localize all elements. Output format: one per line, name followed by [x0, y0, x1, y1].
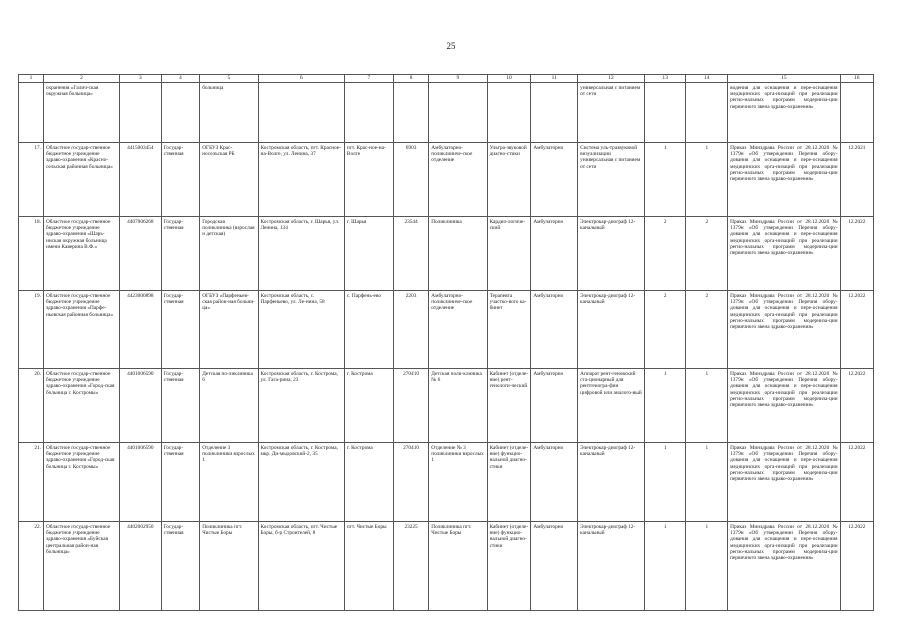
column-number-row	[19, 75, 874, 83]
table-cell: 4401006590	[120, 369, 162, 443]
table-cell	[344, 83, 393, 143]
table-cell	[19, 83, 44, 143]
table-cell: Электрокар-диограф 12-канальный	[578, 443, 645, 522]
table-cell: Костромская область, пгт. Красное-на-Волге, ул. Ленина, 37	[258, 143, 344, 217]
table-cell: Амбулаторно	[531, 217, 578, 291]
column-number: 1	[19, 75, 44, 83]
table-cell: Электрокар-диограф 12-канальный	[578, 291, 645, 369]
column-number: 6	[258, 75, 344, 83]
column-number: 12	[578, 75, 645, 83]
equipment-table	[18, 74, 874, 611]
table-cell: 12.2022	[840, 522, 873, 611]
table-cell: Детская поли-клиника № 6	[429, 369, 487, 443]
table-row	[19, 143, 874, 217]
table-cell	[644, 83, 686, 143]
table-cell: с. Парфень-ево	[344, 291, 393, 369]
table-cell: ОГБУЗ «Парфеньев-ская район-ная больни-ца»	[200, 291, 258, 369]
table-cell: Амбулаторно	[531, 522, 578, 611]
table-cell: 22.	[19, 522, 44, 611]
table-cell: 17.	[19, 143, 44, 217]
table-row	[19, 369, 874, 443]
column-number: 14	[686, 75, 728, 83]
table-cell: г. Шарья	[344, 217, 393, 291]
table-cell	[393, 83, 428, 143]
table-cell: Костромская область, пгт. Чистые Боры, б-р Строителей, 8	[258, 522, 344, 611]
table-cell: Костромская область, г. Кострома, мкр. Ди-мыдовский-2, 35	[258, 443, 344, 522]
table-cell: 270410	[393, 369, 428, 443]
table-cell: 23225	[393, 522, 428, 611]
table-cell	[258, 83, 344, 143]
column-number: 10	[487, 75, 531, 83]
column-number: 16	[840, 75, 873, 83]
column-number: 15	[728, 75, 840, 83]
table-cell: Аппарат рент-геновский ста-ционарный для рентгеногра-фии цифровой или аналого-вый	[578, 369, 645, 443]
table-cell: 12.2022	[840, 217, 873, 291]
table-cell	[686, 83, 728, 143]
table-cell: больница	[200, 83, 258, 143]
table-cell: 12.2021	[840, 143, 873, 217]
table-cell: Электрокар-диограф 12-канальный	[578, 217, 645, 291]
table-cell: Амбулаторно	[531, 443, 578, 522]
table-cell: 4407006268	[120, 217, 162, 291]
table-cell: Ультра-звуковой диагно-стики	[487, 143, 531, 217]
table-cell: 6903	[393, 143, 428, 217]
table-cell: 21.	[19, 443, 44, 522]
table-cell	[840, 83, 873, 143]
table-cell: 2	[686, 291, 728, 369]
table-cell	[120, 83, 162, 143]
table-cell: Поликлиника	[429, 217, 487, 291]
table-cell: Кардио-логиче-ский	[487, 217, 531, 291]
table-cell: водения для оснащения и пере-оснащения медицинских орга-низаций при реализации регио-нальных программ модерниза-ции первичного звена здраво-охранения»	[728, 83, 840, 143]
table-cell	[161, 83, 200, 143]
table-cell: Государ-ственная	[161, 522, 200, 611]
table-cell: пгт. Крас-ное-на-Волге	[344, 143, 393, 217]
column-number: 2	[43, 75, 119, 83]
table-cell: Электрокар-диограф 12-канальный	[578, 522, 645, 611]
column-number: 7	[344, 75, 393, 83]
table-cell: Амбулаторно	[531, 291, 578, 369]
table-cell: 20.	[19, 369, 44, 443]
table-cell: Кабинет (отделе-ние) функцио-нальной диагно-стики	[487, 443, 531, 522]
table-cell: 270410	[393, 443, 428, 522]
table-cell: 1	[686, 443, 728, 522]
table-cell: охранения «Галич-ская окружная больница»	[43, 83, 119, 143]
table-cell: Областное государ-ственное бюджетное учреждение здраво-охранения «Город-ская больница г. Костромы»	[43, 369, 119, 443]
table-cell: Отделение № 3 поликлиники взрослых 1	[429, 443, 487, 522]
table-cell: Приказ Минздрава России от 28.12.2020 № 1379н «Об утверждении Перечня обору-дования для оснащения и пере-оснащения медицинских орга-низаций при реализации регио-нальных программ модерниза-ции первичного звена здраво-охранения»	[728, 143, 840, 217]
table-cell: 2	[644, 291, 686, 369]
table-cell: Костромская область, г. Кострома, ул. Гага-рина, 23	[258, 369, 344, 443]
table-cell: Поликлиника пгт. Чистые Боры	[429, 522, 487, 611]
table-cell: Государ-ственная	[161, 443, 200, 522]
table-cell: Амбулаторно	[531, 143, 578, 217]
table-cell: Государ-ственная	[161, 369, 200, 443]
column-number: 11	[531, 75, 578, 83]
table-cell: ОГБУЗ Крас-носельская РБ	[200, 143, 258, 217]
table-cell: Приказ Минздрава России от 28.12.2020 № 1379н «Об утверждении Перечня обору-дования для оснащения и пере-оснащения медицинских орга-низаций при реализации регио-нальных программ модерниза-ции первичного звена здраво-охранения»	[728, 522, 840, 611]
table-cell: универсальная с питанием от сети	[578, 83, 645, 143]
table-cell: 1	[686, 369, 728, 443]
table-row	[19, 217, 874, 291]
table-cell: 2	[644, 217, 686, 291]
table-cell: Система уль-тразвуковой визуализации универсальная с питанием от сети	[578, 143, 645, 217]
table-cell: г. Кострома	[344, 369, 393, 443]
table-cell: 18.	[19, 217, 44, 291]
table-cell: Приказ Минздрава России от 28.12.2020 № 1379н «Об утверждении Перечня обору-дования для оснащения и пере-оснащения медицинских орга-низаций при реализации регио-нальных программ модерниза-ции первичного звена здраво-охранения»	[728, 217, 840, 291]
table-cell: Амбулаторно	[531, 369, 578, 443]
column-number: 5	[200, 75, 258, 83]
table-cell: Детская по-ликлиника 6	[200, 369, 258, 443]
column-number: 8	[393, 75, 428, 83]
table-cell: Областное государ-ственное бюджетное учреждение здраво-охранения «Шарь-инская окружная больница имени Каверина В.Ф.»	[43, 217, 119, 291]
table-cell: Областное государ-ственное бюджетное учреждение здраво-охранения «Город-ская больница г. Костромы»	[43, 443, 119, 522]
table-cell: Костромская область, г. Шарья, ул. Ленина, 134	[258, 217, 344, 291]
table-cell: Амбулаторно-поликлиниче-ское отделение	[429, 143, 487, 217]
table-cell: 23544	[393, 217, 428, 291]
table-cell: Приказ Минздрава России от 28.12.2020 № 1379н «Об утверждении Перечня обору-дования для оснащения и пере-оснащения медицинских орга-низаций при реализации регио-нальных программ модерниза-ции первичного звена здраво-охранения»	[728, 443, 840, 522]
table-cell: Приказ Минздрава России от 28.12.2020 № 1379н «Об утверждении Перечня обору-дования для оснащения и пере-оснащения медицинских орга-низаций при реализации регио-нальных программ модерниза-ции первичного звена здраво-охранения»	[728, 369, 840, 443]
table-row	[19, 522, 874, 611]
table-cell: Кабинет (отделе-ние) функцио-нальной диагно-стики	[487, 522, 531, 611]
table-cell: Государ-ственная	[161, 291, 200, 369]
column-number: 4	[161, 75, 200, 83]
table-cell: Городская поликлиника (взрослая и детская)	[200, 217, 258, 291]
table-cell: Государ-ственная	[161, 143, 200, 217]
table-cell: Кабинет (отделе-ние) рент-генологи-ческий	[487, 369, 531, 443]
table-cell: Костромская область, с. Парфеньево, ул. Ле-нина, 58	[258, 291, 344, 369]
table-cell: 1	[644, 443, 686, 522]
table-cell: 2	[686, 217, 728, 291]
table-cell: Амбулаторно-поликлиниче-ское отделение	[429, 291, 487, 369]
table-row	[19, 443, 874, 522]
table-cell: 12.2022	[840, 291, 873, 369]
table-cell: Поликлиника пгт. Чистые Боры	[200, 522, 258, 611]
table-cell	[487, 83, 531, 143]
table-cell: Приказ Минздрава России от 28.12.2020 № 1379н «Об утверждении Перечня обору-дования для оснащения и пере-оснащения медицинских орга-низаций при реализации регио-нальных программ модерниза-ции первичного звена здраво-охранения»	[728, 291, 840, 369]
table-cell: 1	[644, 522, 686, 611]
table-cell: Областное государ-ственное бюджетное учреждение здраво-охранения «Красно-сельская районная больница»	[43, 143, 119, 217]
table-cell: Областное государ-ственное бюджетное учреждение здраво-охранения «Буйская центральная район-ная больница»	[43, 522, 119, 611]
table-cell: Терапевта участко-вого ка-бинет	[487, 291, 531, 369]
table-cell	[429, 83, 487, 143]
table-cell: Отделение 3 поликлиники взрослых 1	[200, 443, 258, 522]
table-cell: 1	[644, 143, 686, 217]
table-cell: 12.2022	[840, 443, 873, 522]
table-cell: Государ-ственная	[161, 217, 200, 291]
column-number: 13	[644, 75, 686, 83]
page-number: 25	[446, 41, 456, 51]
table-cell: Областное государ-ственное бюджетное учреждение здраво-охранения «Парфе-ньевская районная больница»	[43, 291, 119, 369]
table-cell: 4415003454	[120, 143, 162, 217]
table-cell	[531, 83, 578, 143]
table-cell: 1	[644, 369, 686, 443]
table-cell: 12.2022	[840, 369, 873, 443]
table-row	[19, 83, 874, 143]
table-cell: 19.	[19, 291, 44, 369]
column-number: 3	[120, 75, 162, 83]
table-cell: 4423000898	[120, 291, 162, 369]
table-cell: 4402002950	[120, 522, 162, 611]
table-cell: 4401006590	[120, 443, 162, 522]
table-cell: 1	[686, 522, 728, 611]
table-row	[19, 291, 874, 369]
column-number: 9	[429, 75, 487, 83]
table-cell: г. Кострома	[344, 443, 393, 522]
table-cell: пгт. Чистые Боры	[344, 522, 393, 611]
table-cell: 1	[686, 143, 728, 217]
table-cell: 2203	[393, 291, 428, 369]
